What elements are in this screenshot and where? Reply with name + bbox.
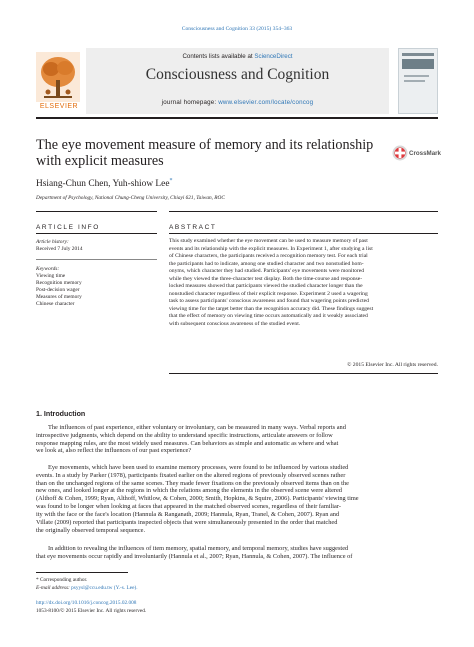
body-line: the originally observed temporal sequence.	[36, 526, 146, 534]
abstract-line: locked measures showed that participants viewed the studied character longer than the	[169, 283, 363, 290]
abstract-line: that the effect of memory on viewing time occurs automatically and it weakly associated	[169, 313, 368, 320]
footnote-corresponding-author: * Corresponding author.	[36, 577, 88, 583]
keywords-label: Keywords:	[36, 266, 60, 272]
abstract-line: the participants had to indicate, among one studied character and two nonstudied hom-	[169, 260, 364, 267]
abstract-line: task to assess participants' conscious awareness and found that wagering points predicted	[169, 298, 369, 305]
abstract-body	[169, 238, 438, 329]
abstract-line: with subsequent conscious awareness of the studied event.	[169, 321, 301, 328]
elsevier-wordmark: ELSEVIER	[39, 103, 79, 110]
body-line: Eye movements, which have been used to examine memory processes, were found to be influenced by various studied	[48, 464, 349, 471]
body-line: ity with the face or the face's location (Hannula & Ranganath, 2009; Hannula, Ryan, Tranel, & Cohen, 2007). Ryan and	[36, 510, 340, 518]
footnote-email	[36, 585, 138, 591]
header-divider	[36, 117, 438, 119]
abstract-copyright: © 2015 Elsevier Inc. All rights reserved.	[347, 362, 438, 368]
contents-prefix: Contents lists available at	[182, 53, 255, 60]
keyword-item: Chinese character	[36, 301, 75, 308]
body-line: The influences of past experience, either voluntary or involuntary, can be measured in many ways. Verbal reports and	[48, 424, 346, 431]
keyword-item: Post-decision wager	[36, 287, 80, 294]
issn-copyright-line: 1053-8100/© 2015 Elsevier Inc. All rights reserved.	[36, 608, 147, 614]
abstract-bottom-rule	[169, 373, 438, 374]
keyword-item: Measures of memory	[36, 294, 82, 301]
author-list	[36, 178, 173, 189]
body-line: we look at, also reflect the influences of our past experience?	[36, 447, 192, 455]
abstract-heading-rule	[169, 233, 438, 234]
journal-homepage-link[interactable]: www.elsevier.com/locate/concog	[218, 99, 314, 106]
email-label: E-mail address:	[36, 585, 72, 591]
body-line: that eye movements occur rapidly and involuntarily (Hannula et al., 2007; Ryan, Hannula, & Cohen, 2007). The influence of	[36, 552, 353, 560]
sciencedirect-link[interactable]: ScienceDirect	[254, 53, 293, 60]
journal-cover-thumbnail	[398, 48, 438, 114]
article-history-label: Article history:	[36, 239, 69, 245]
body-line: response mapping rules, are the most widely used measures. Can behaviors as simple and automatic as where and what	[36, 439, 339, 447]
body-line: (Althoff & Cohen, 1999; Ryan, Althoff, Whitlow, & Cohen, 2000; Smith, Hopkins, & Squire, 2006). Participants' viewing time	[36, 495, 359, 503]
abstract-line: onyms, which character they had studied. Participants' eye movements were monitored	[169, 268, 365, 275]
body-line: events. In a study by Parker (1978), participants fixated earlier on the altered regions of previously observed scenes rather	[36, 471, 346, 479]
doi-link[interactable]: http://dx.doi.org/10.1016/j.concog.2015.02.008	[36, 600, 137, 606]
crossmark-icon[interactable]	[392, 145, 408, 161]
abstract-line: This study examined whether the eye movement can be used to measure memory of past	[169, 238, 368, 244]
email-link[interactable]: psyysl@ccu.edu.tw (Y.-s. Lee).	[71, 585, 138, 591]
article-info-heading-rule	[36, 233, 157, 234]
section-heading-introduction: 1. Introduction	[36, 410, 86, 418]
elsevier-tree-logo-icon	[36, 52, 80, 108]
body-line: In addition to revealing the influences of item memory, spatial memory, and temporal memory, studies have suggested	[48, 545, 349, 552]
body-line: new ones, and looked longer at the regions in which the relations among the elements in the observed scene were altered	[36, 487, 342, 495]
homepage-prefix: journal homepage:	[161, 99, 219, 106]
article-title: The eye movement measure of memory and its relationship with explicit measures	[36, 137, 374, 169]
author-names: Hsiang-Chun Chen, Yuh-shiow Lee	[36, 179, 170, 190]
author-affiliation: Department of Psychology, National Chung-Cheng University, Chiayi 621, Taiwan, ROC	[36, 195, 225, 201]
abstract-heading: ABSTRACT	[169, 224, 217, 231]
abstract-top-rule	[169, 211, 438, 212]
abstract-line: of Chinese characters, the participants received a recognition memory test. For each trial	[169, 253, 368, 260]
keyword-list	[36, 273, 82, 308]
abstract-line: while they viewed the three-character test display. Both the time-course and response-	[169, 275, 363, 282]
intro-paragraph-3	[36, 545, 438, 561]
crossmark-label[interactable]: CrossMark	[409, 150, 441, 157]
journal-title: Consciousness and Cognition	[145, 66, 330, 83]
keyword-item: Viewing time	[36, 273, 66, 279]
abstract-line: nonstudied character regardless of their explicit response. Experiment 2 used a wagering	[169, 290, 368, 297]
article-info-divider	[36, 259, 157, 260]
body-line: introspective judgments, which depend on the ability to understand specific instructions, articulate answers or follow	[36, 431, 333, 439]
footnote-divider	[36, 572, 128, 573]
body-line: than on the unchanged regions of the same scenes. They made fewer fixations on the previously observed items than on the	[36, 479, 349, 487]
body-line: Villate (2009) reported that participants inspected objects that were simultaneously presented in the order that matched	[36, 518, 338, 526]
article-info-top-rule	[36, 211, 157, 212]
contents-available-line	[86, 53, 389, 60]
article-history-value: Received 7 July 2014	[36, 246, 83, 252]
keyword-item: Recognition memory	[36, 280, 82, 287]
body-line: was found to be longer when looking at faces that appeared in the matched observed scenes, regardless of their familiar-	[36, 503, 341, 511]
intro-paragraph-2	[36, 464, 438, 534]
intro-paragraph-1	[36, 424, 438, 455]
abstract-line: events and its relationship with the explicit measures. In Experiment 1, after studying a list	[169, 245, 373, 252]
abstract-line: viewing time for the target better than the recognition accuracy did. These findings suggest	[169, 305, 374, 312]
article-info-heading: ARTICLE INFO	[36, 224, 100, 231]
corresponding-author-mark[interactable]: *	[169, 178, 173, 184]
journal-reference-link[interactable]: Consciousness and Cognition 33 (2015) 354–363	[181, 26, 293, 32]
journal-homepage-line	[86, 99, 389, 106]
